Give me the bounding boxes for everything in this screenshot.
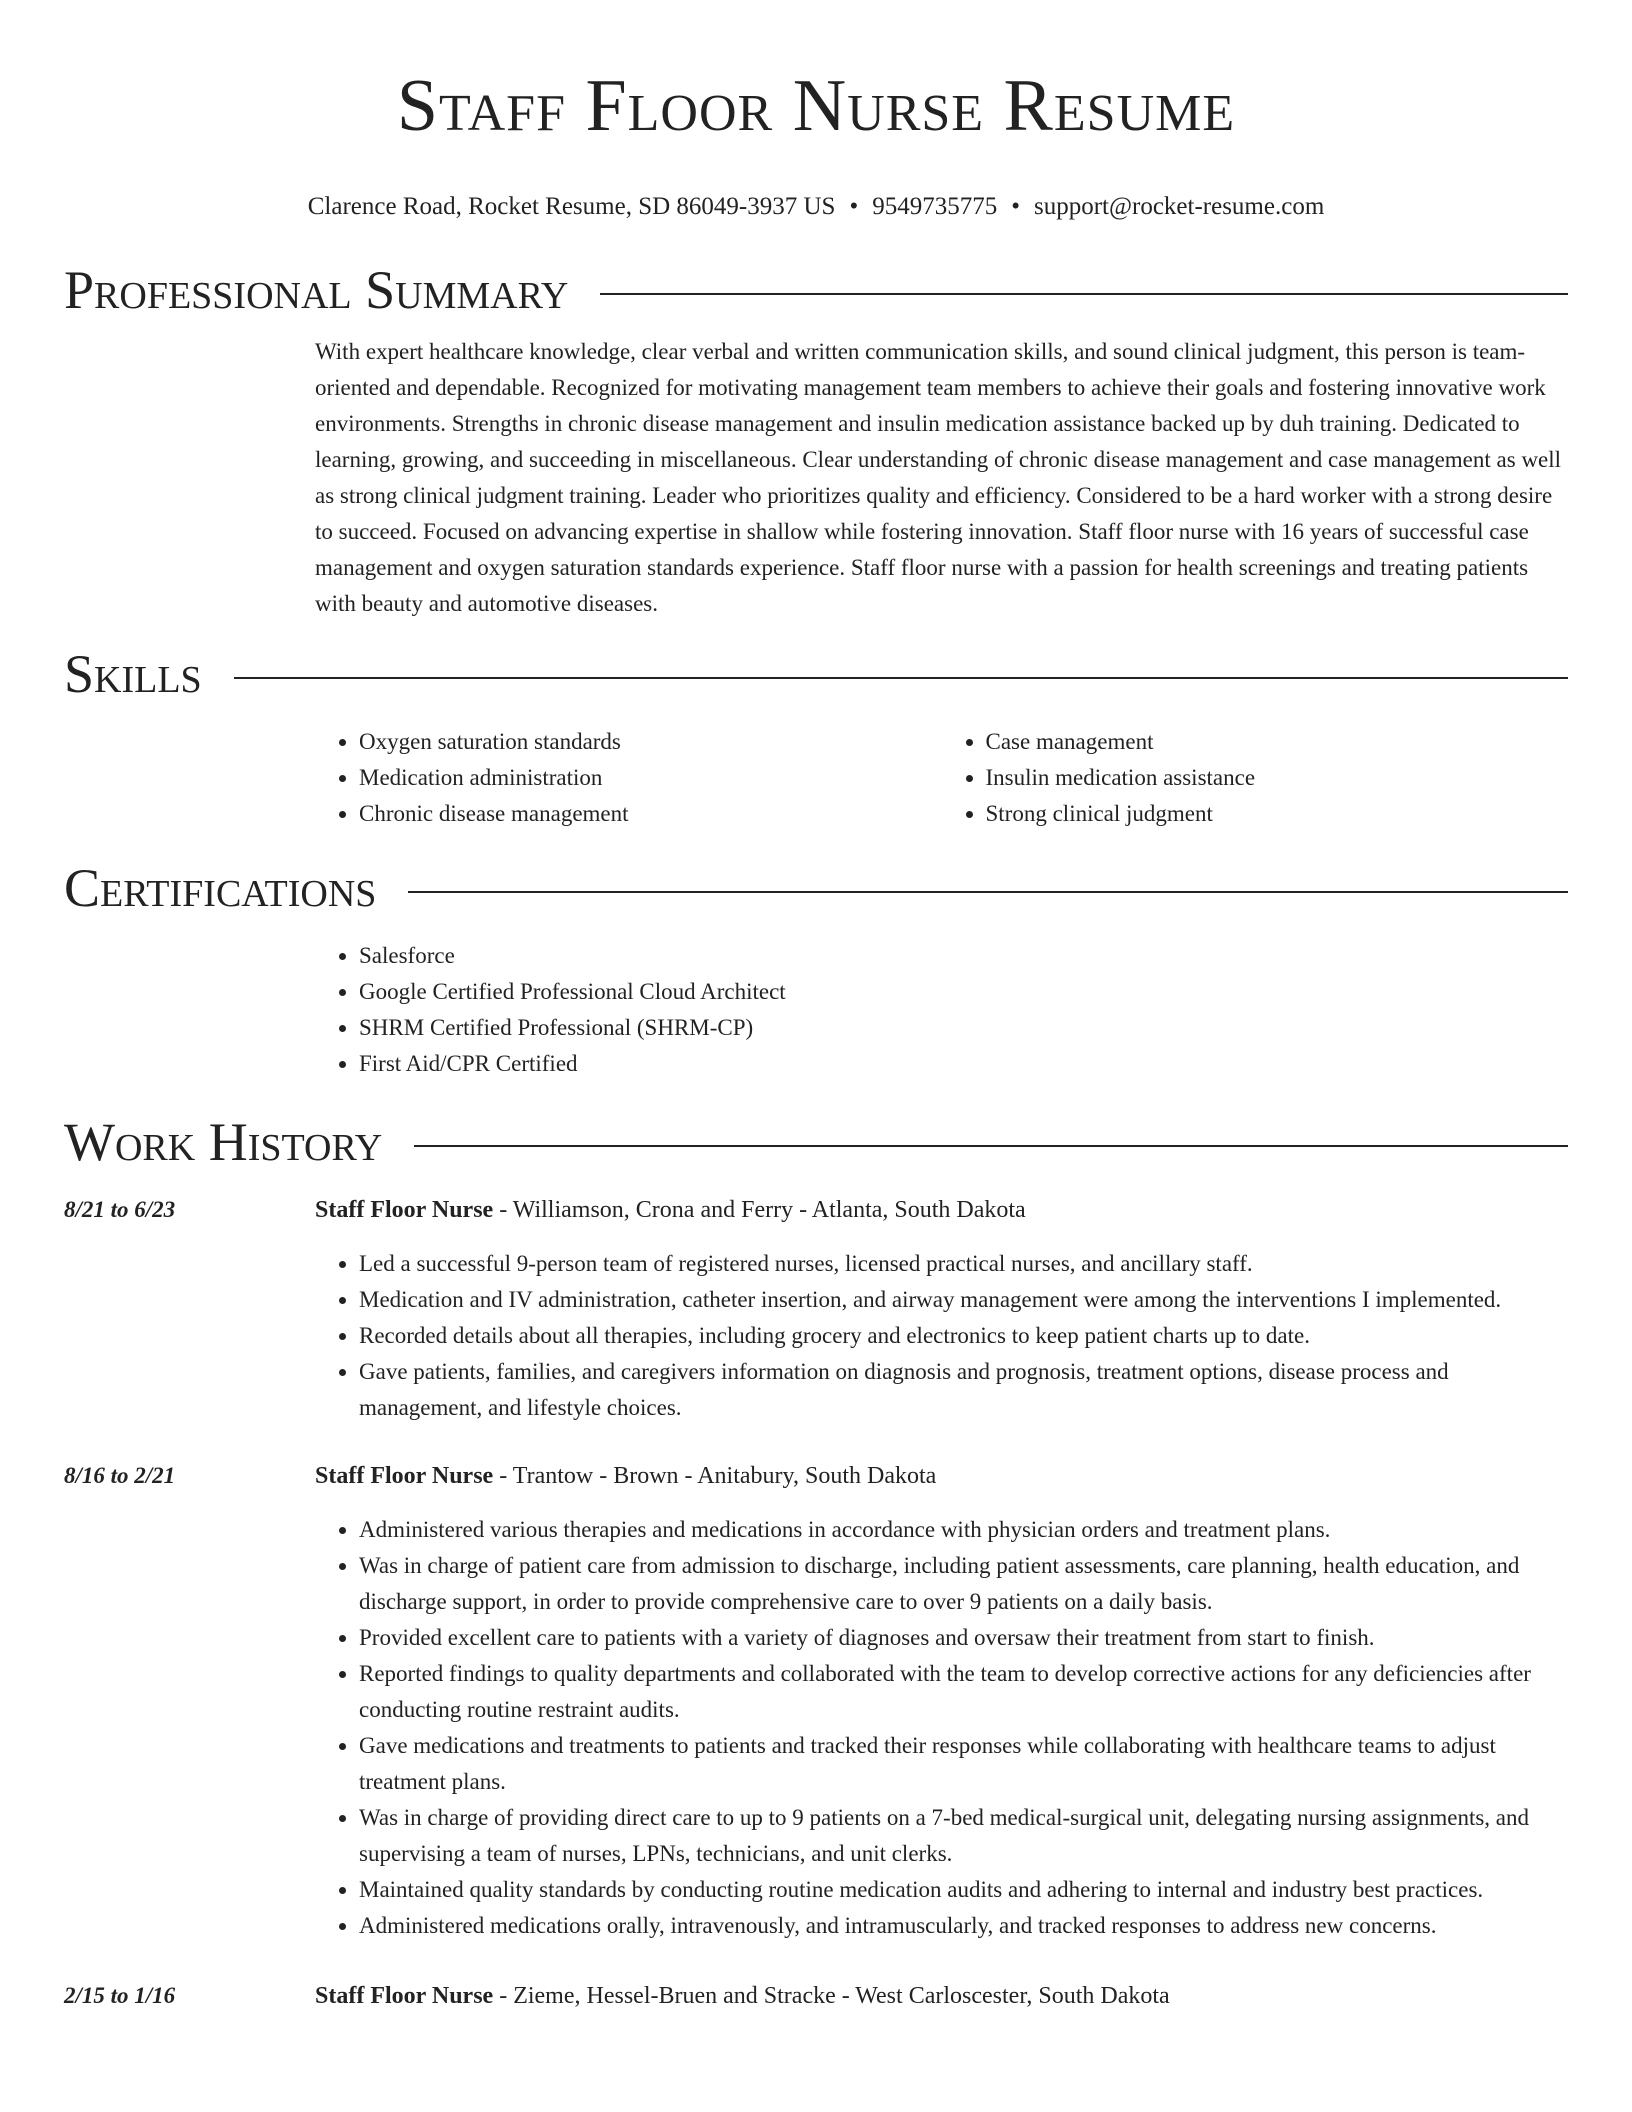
contact-email: support@rocket-resume.com xyxy=(1033,193,1325,220)
certifications-list xyxy=(315,938,1568,1082)
skill-item: • Chronic disease management xyxy=(359,796,942,832)
summary-section-header xyxy=(64,258,1568,322)
job-role: Staff Floor Nurse xyxy=(315,1197,494,1223)
section-divider xyxy=(234,677,1568,679)
job-entry xyxy=(64,1978,1568,2014)
job-role: Staff Floor Nurse xyxy=(315,1463,494,1489)
job-entry xyxy=(64,1458,1568,1944)
job-bullet: • Led a successful 9-person team of registered nurses, licensed practical nurses, and ancillary staff. xyxy=(359,1246,1568,1282)
job-bullet: • Gave patients, families, and caregivers information on diagnosis and prognosis, treatment options, disease process and management, and lifestyle choices. xyxy=(359,1354,1568,1426)
work-history-section-header xyxy=(64,1110,1568,1174)
job-company: - Zieme, Hessel-Bruen and Stracke - West Carloscester, South Dakota xyxy=(493,1983,1170,2009)
skills-list xyxy=(315,724,1568,832)
job-entry xyxy=(64,1192,1568,1426)
skill-item: • Medication administration xyxy=(359,760,942,796)
job-company: - Williamson, Crona and Ferry - Atlanta, South Dakota xyxy=(493,1197,1026,1223)
skill-item: • Strong clinical judgment xyxy=(986,796,1569,832)
job-bullets xyxy=(315,1246,1568,1426)
job-title-line xyxy=(315,1978,1568,2014)
job-role: Staff Floor Nurse xyxy=(315,1983,494,2009)
section-divider xyxy=(600,293,1568,295)
contact-line xyxy=(64,192,1568,222)
job-bullet: • Recorded details about all therapies, including grocery and electronics to keep patient charts up to date. xyxy=(359,1318,1568,1354)
job-title-line xyxy=(315,1192,1568,1228)
job-bullet: • Gave medications and treatments to patients and tracked their responses while collaborating with healthcare teams to adjust treatment plans. xyxy=(359,1728,1568,1800)
skill-item: • Case management xyxy=(986,724,1569,760)
certification-item: • Google Certified Professional Cloud Architect xyxy=(359,974,1568,1010)
section-divider xyxy=(414,1145,1568,1147)
job-bullet: • Provided excellent care to patients with a variety of diagnoses and oversaw their treatment from start to finish. xyxy=(359,1620,1568,1656)
skills-section-header xyxy=(64,642,1568,706)
job-detail xyxy=(315,1458,1568,1944)
job-detail xyxy=(315,1192,1568,1426)
job-bullet: • Maintained quality standards by conducting routine medication audits and adhering to internal and industry best practices. xyxy=(359,1872,1568,1908)
skills-heading: Skills xyxy=(64,644,202,704)
certification-item: • SHRM Certified Professional (SHRM-CP) xyxy=(359,1010,1568,1046)
skill-item: • Insulin medication assistance xyxy=(986,760,1569,796)
contact-address: Clarence Road, Rocket Resume, SD 86049-3937 US xyxy=(307,193,836,220)
contact-separator: • xyxy=(1011,193,1020,220)
job-bullet: • Was in charge of patient care from admission to discharge, including patient assessments, care planning, health education, and discharge support, in order to provide comprehensive care to over 9 patients on a daily basis. xyxy=(359,1548,1568,1620)
certification-item: • Salesforce xyxy=(359,938,1568,974)
skills-column-right xyxy=(942,724,1569,832)
certification-item: • First Aid/CPR Certified xyxy=(359,1046,1568,1082)
job-bullets xyxy=(315,1512,1568,1944)
resume-page xyxy=(64,0,1568,2014)
summary-text: With expert healthcare knowledge, clear verbal and written communication skills, and sound clinical judgment, this person is team-oriented and dependable. Recognized for motivating management team members to achieve their goals and fostering innovative work environments. Strengths in chronic disease management and insulin medication assistance backed up by duh training. Dedicated to learning, growing, and succeeding in miscellaneous. Clear understanding of chronic disease management and case management as well as strong clinical judgment training. Leader who prioritizes quality and efficiency. Considered to be a hard worker with a strong desire to succeed. Focused on advancing expertise in shallow while fostering innovation. Staff floor nurse with 16 years of successful case management and oxygen saturation standards experience. Staff floor nurse with a passion for health screenings and treating patients with beauty and automotive diseases. xyxy=(315,339,1562,616)
summary-body xyxy=(315,334,1568,622)
work-history-heading: Work History xyxy=(64,1112,383,1172)
certifications-section-header xyxy=(64,856,1568,920)
job-title-line xyxy=(315,1458,1568,1494)
job-dates: 8/21 to 6/23 xyxy=(64,1197,176,1222)
contact-phone: 9549735775 xyxy=(872,193,998,220)
resume-title: Staff Floor Nurse Resume xyxy=(396,65,1236,147)
job-dates: 2/15 to 1/16 xyxy=(64,1983,176,2008)
skills-column-left xyxy=(315,724,942,832)
job-company: - Trantow - Brown - Anitabury, South Dakota xyxy=(493,1463,937,1489)
job-bullet: • Administered medications orally, intravenously, and intramuscularly, and tracked responses to address new concerns. xyxy=(359,1908,1568,1944)
job-bullet: • Administered various therapies and medications in accordance with physician orders and treatment plans. xyxy=(359,1512,1568,1548)
contact-separator: • xyxy=(849,193,859,220)
job-dates: 8/16 to 2/21 xyxy=(64,1463,176,1488)
summary-heading: Professional Summary xyxy=(64,260,569,320)
certifications-heading: Certifications xyxy=(64,858,377,918)
job-bullet: • Was in charge of providing direct care to up to 9 patients on a 7-bed medical-surgical unit, delegating nursing assignments, and supervising a team of nurses, LPNs, technicians, and unit clerks. xyxy=(359,1800,1568,1872)
job-bullet: • Medication and IV administration, catheter insertion, and airway management were among the interventions I implemented. xyxy=(359,1282,1568,1318)
job-detail xyxy=(315,1978,1568,2014)
section-divider xyxy=(408,891,1568,893)
job-bullet: • Reported findings to quality departments and collaborated with the team to develop corrective actions for any deficiencies after conducting routine restraint audits. xyxy=(359,1656,1568,1728)
skill-item: • Oxygen saturation standards xyxy=(359,724,942,760)
